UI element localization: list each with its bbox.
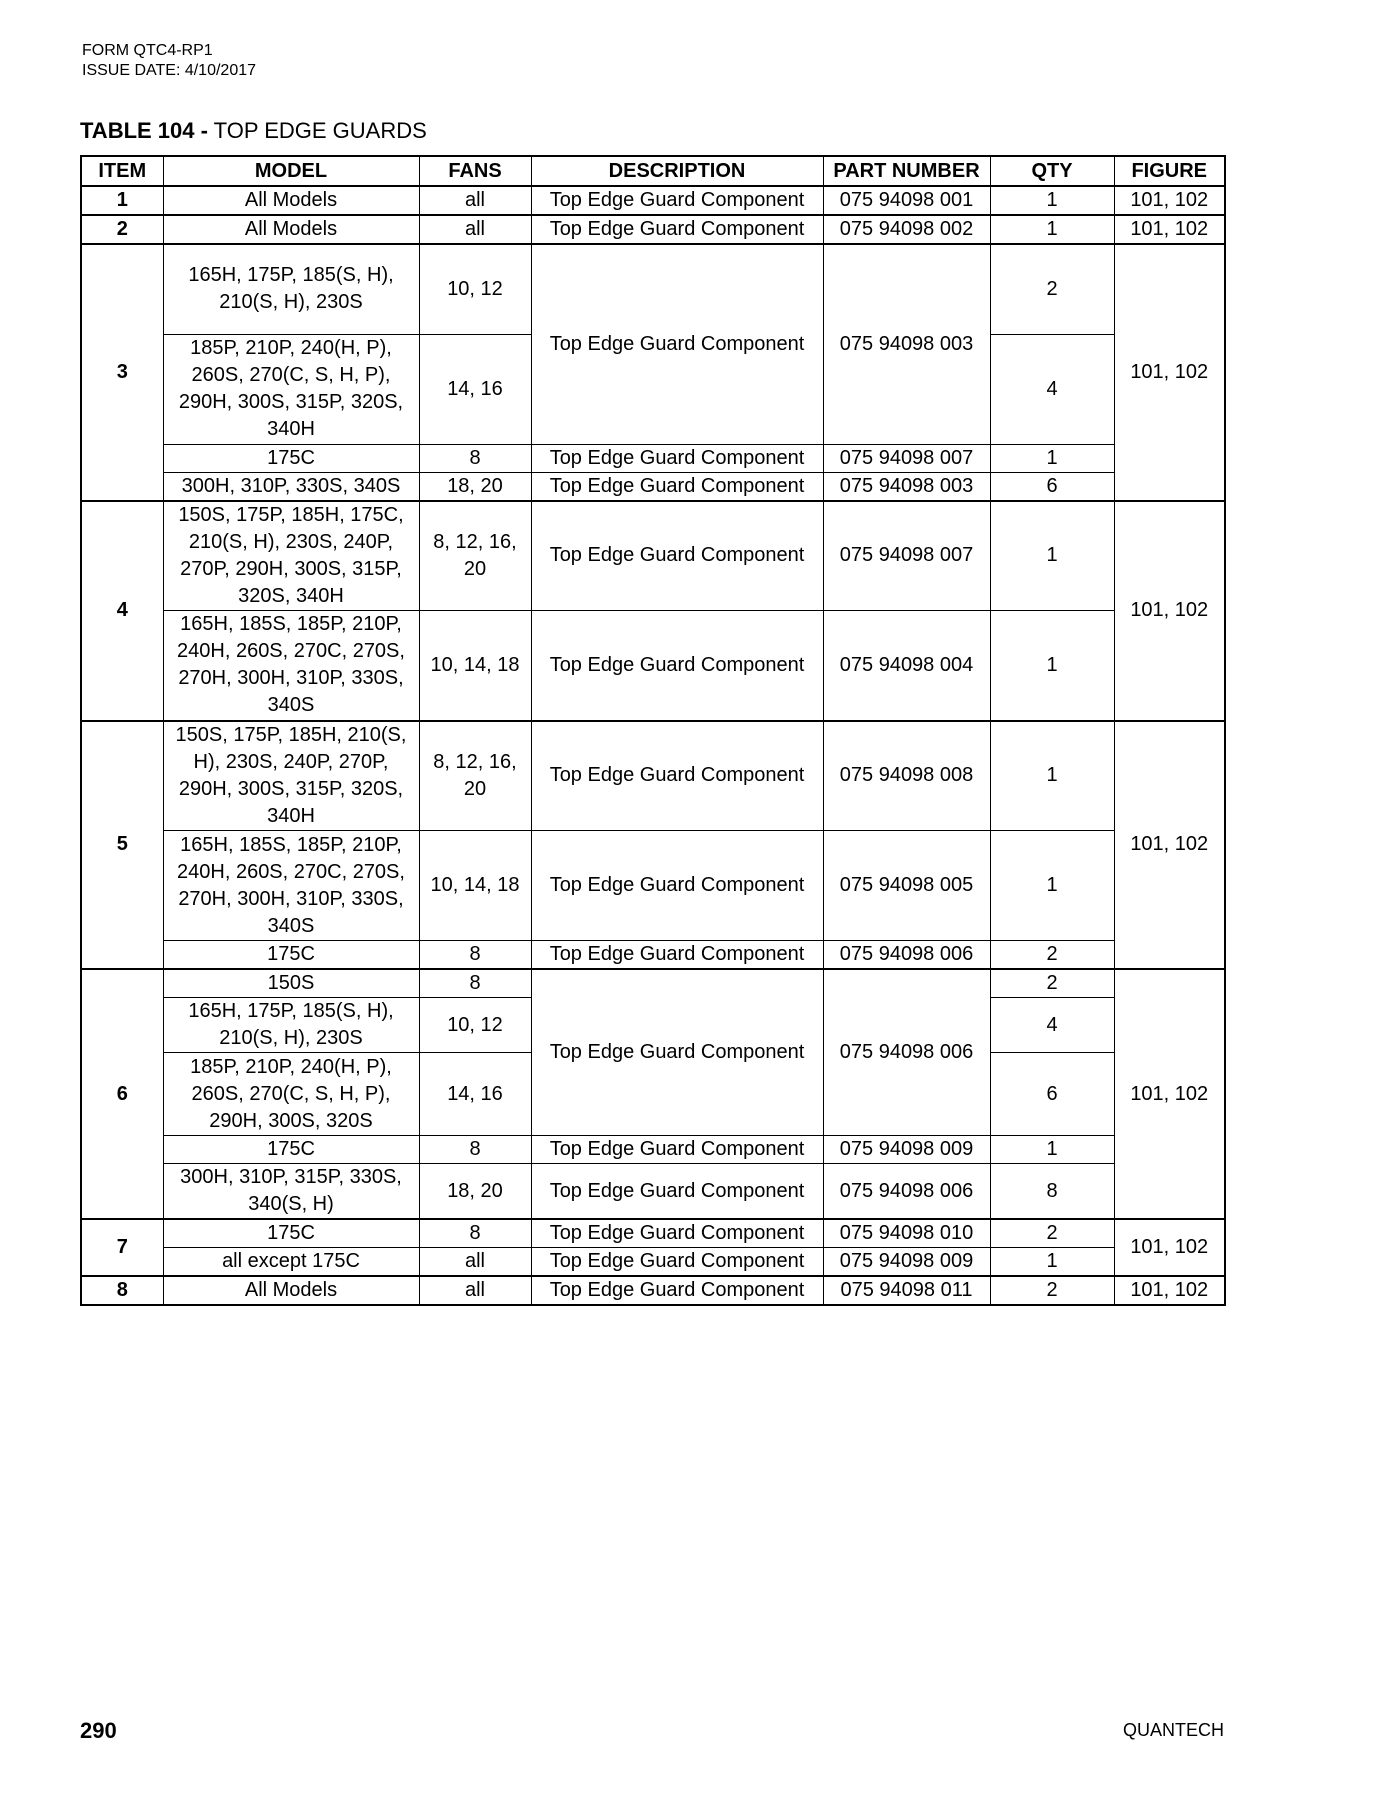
issue-date: ISSUE DATE: 4/10/2017 (82, 62, 257, 79)
part-number-cell: 075 94098 004 (823, 611, 990, 721)
col-header-qty: QTY (990, 156, 1114, 186)
table-row (81, 215, 1225, 244)
table-row (81, 611, 1225, 721)
description-cell: Top Edge Guard Component (531, 1276, 823, 1305)
fans-cell: 10, 12 (419, 998, 531, 1053)
description-cell: Top Edge Guard Component (531, 444, 823, 472)
brand-name: QUANTECH (1122, 1720, 1224, 1740)
qty-cell: 4 (990, 334, 1114, 444)
figure-cell: 101, 102 (1114, 244, 1225, 501)
part-number-cell: 075 94098 005 (823, 831, 990, 941)
col-header-item: ITEM (81, 156, 163, 186)
model-cell: 165H, 175P, 185(S, H), 210(S, H), 230S (163, 998, 419, 1053)
part-number-cell: 075 94098 008 (823, 721, 990, 831)
model-cell: 175C (163, 444, 419, 472)
table-header-row (81, 156, 1225, 186)
qty-cell: 1 (990, 831, 1114, 941)
description-cell: Top Edge Guard Component (531, 831, 823, 941)
qty-cell: 2 (990, 1219, 1114, 1248)
fans-cell: 14, 16 (419, 334, 531, 444)
fans-cell: 10, 14, 18 (419, 831, 531, 941)
page-header (82, 41, 256, 81)
item-cell: 3 (81, 244, 163, 501)
model-cell: 150S, 175P, 185H, 175C, 210(S, H), 230S, 240P, 270P, 290H, 300S, 315P, 320S, 340H (163, 501, 419, 611)
fans-cell: all (419, 1276, 531, 1305)
figure-cell: 101, 102 (1114, 501, 1225, 721)
qty-cell: 2 (990, 941, 1114, 970)
qty-cell: 1 (990, 444, 1114, 472)
description-cell: Top Edge Guard Component (531, 215, 823, 244)
table-title-text: TOP EDGE GUARDS (207, 118, 427, 143)
fans-cell: all (419, 186, 531, 215)
item-cell: 2 (81, 215, 163, 244)
qty-cell: 1 (990, 1248, 1114, 1277)
qty-cell: 6 (990, 472, 1114, 501)
description-cell: Top Edge Guard Component (531, 501, 823, 611)
description-cell: Top Edge Guard Component (531, 1164, 823, 1220)
figure-cell: 101, 102 (1114, 215, 1225, 244)
description-cell: Top Edge Guard Component (531, 1248, 823, 1277)
part-number-cell: 075 94098 010 (823, 1219, 990, 1248)
model-cell: 300H, 310P, 315P, 330S, 340(S, H) (163, 1164, 419, 1220)
part-number-cell: 075 94098 007 (823, 501, 990, 611)
model-cell: 175C (163, 1136, 419, 1164)
qty-cell: 1 (990, 1136, 1114, 1164)
item-cell: 7 (81, 1219, 163, 1276)
model-cell: 165H, 185S, 185P, 210P, 240H, 260S, 270C, 270S, 270H, 300H, 310P, 330S, 340S (163, 611, 419, 721)
table-row (81, 186, 1225, 215)
fans-cell: 8, 12, 16, 20 (419, 721, 531, 831)
page-number: 290 (80, 1718, 117, 1743)
fans-cell: 8 (419, 941, 531, 970)
fans-cell: 10, 12 (419, 244, 531, 334)
model-cell: 165H, 175P, 185(S, H), 210(S, H), 230S (163, 244, 419, 334)
model-cell: 150S, 175P, 185H, 210(S, H), 230S, 240P, 270P, 290H, 300S, 315P, 320S, 340H (163, 721, 419, 831)
model-cell: 150S (163, 969, 419, 998)
table-title-prefix: TABLE 104 - (80, 118, 208, 143)
fans-cell: all (419, 1248, 531, 1277)
table-row (81, 1276, 1225, 1305)
model-cell: 175C (163, 941, 419, 970)
part-number-cell: 075 94098 001 (823, 186, 990, 215)
fans-cell: all (419, 215, 531, 244)
part-number-cell: 075 94098 009 (823, 1136, 990, 1164)
description-cell: Top Edge Guard Component (531, 1136, 823, 1164)
description-cell: Top Edge Guard Component (531, 186, 823, 215)
table-title (80, 118, 427, 144)
table-row (81, 444, 1225, 472)
part-number-cell: 075 94098 006 (823, 969, 990, 1136)
item-cell: 6 (81, 969, 163, 1219)
form-number: FORM QTC4-RP1 (82, 42, 213, 59)
figure-cell: 101, 102 (1114, 1276, 1225, 1305)
table-row (81, 831, 1225, 941)
part-number-cell: 075 94098 009 (823, 1248, 990, 1277)
model-cell: 300H, 310P, 330S, 340S (163, 472, 419, 501)
qty-cell: 2 (990, 969, 1114, 998)
model-cell: All Models (163, 215, 419, 244)
description-cell: Top Edge Guard Component (531, 969, 823, 1136)
top-edge-guards-table (80, 155, 1226, 1306)
figure-cell: 101, 102 (1114, 186, 1225, 215)
fans-cell: 8 (419, 969, 531, 998)
fans-cell: 18, 20 (419, 1164, 531, 1220)
part-number-cell: 075 94098 006 (823, 1164, 990, 1220)
model-cell: 185P, 210P, 240(H, P), 260S, 270(C, S, H, P), 290H, 300S, 315P, 320S, 340H (163, 334, 419, 444)
item-cell: 8 (81, 1276, 163, 1305)
fans-cell: 14, 16 (419, 1053, 531, 1136)
table-row (81, 941, 1225, 970)
qty-cell: 1 (990, 721, 1114, 831)
col-header-description: DESCRIPTION (531, 156, 823, 186)
table-row (81, 501, 1225, 611)
part-number-cell: 075 94098 007 (823, 444, 990, 472)
table-row (81, 721, 1225, 831)
description-cell: Top Edge Guard Component (531, 1219, 823, 1248)
part-number-cell: 075 94098 003 (823, 244, 990, 444)
table-row (81, 244, 1225, 334)
figure-cell: 101, 102 (1114, 969, 1225, 1219)
model-cell: 175C (163, 1219, 419, 1248)
col-header-fans: FANS (419, 156, 531, 186)
fans-cell: 8 (419, 1219, 531, 1248)
table-row (81, 1219, 1225, 1248)
part-number-cell: 075 94098 003 (823, 472, 990, 501)
model-cell: 165H, 185S, 185P, 210P, 240H, 260S, 270C, 270S, 270H, 300H, 310P, 330S, 340S (163, 831, 419, 941)
qty-cell: 1 (990, 611, 1114, 721)
fans-cell: 8, 12, 16, 20 (419, 501, 531, 611)
item-cell: 5 (81, 721, 163, 970)
model-cell: 185P, 210P, 240(H, P), 260S, 270(C, S, H, P), 290H, 300S, 320S (163, 1053, 419, 1136)
table-row (81, 969, 1225, 998)
fans-cell: 8 (419, 444, 531, 472)
col-header-model: MODEL (163, 156, 419, 186)
item-cell: 1 (81, 186, 163, 215)
model-cell: all except 175C (163, 1248, 419, 1277)
qty-cell: 2 (990, 244, 1114, 334)
figure-cell: 101, 102 (1114, 721, 1225, 970)
description-cell: Top Edge Guard Component (531, 472, 823, 501)
table-row (81, 1164, 1225, 1220)
description-cell: Top Edge Guard Component (531, 941, 823, 970)
description-cell: Top Edge Guard Component (531, 244, 823, 444)
part-number-cell: 075 94098 002 (823, 215, 990, 244)
qty-cell: 1 (990, 501, 1114, 611)
description-cell: Top Edge Guard Component (531, 611, 823, 721)
col-header-part-number: PART NUMBER (823, 156, 990, 186)
fans-cell: 10, 14, 18 (419, 611, 531, 721)
fans-cell: 18, 20 (419, 472, 531, 501)
table-row (81, 1248, 1225, 1277)
qty-cell: 1 (990, 215, 1114, 244)
model-cell: All Models (163, 1276, 419, 1305)
figure-cell: 101, 102 (1114, 1219, 1225, 1276)
qty-cell: 1 (990, 186, 1114, 215)
model-cell: All Models (163, 186, 419, 215)
table-row (81, 472, 1225, 501)
part-number-cell: 075 94098 006 (823, 941, 990, 970)
table-row (81, 1136, 1225, 1164)
qty-cell: 4 (990, 998, 1114, 1053)
part-number-cell: 075 94098 011 (823, 1276, 990, 1305)
qty-cell: 8 (990, 1164, 1114, 1220)
col-header-figure: FIGURE (1114, 156, 1225, 186)
qty-cell: 6 (990, 1053, 1114, 1136)
qty-cell: 2 (990, 1276, 1114, 1305)
item-cell: 4 (81, 501, 163, 721)
description-cell: Top Edge Guard Component (531, 721, 823, 831)
fans-cell: 8 (419, 1136, 531, 1164)
